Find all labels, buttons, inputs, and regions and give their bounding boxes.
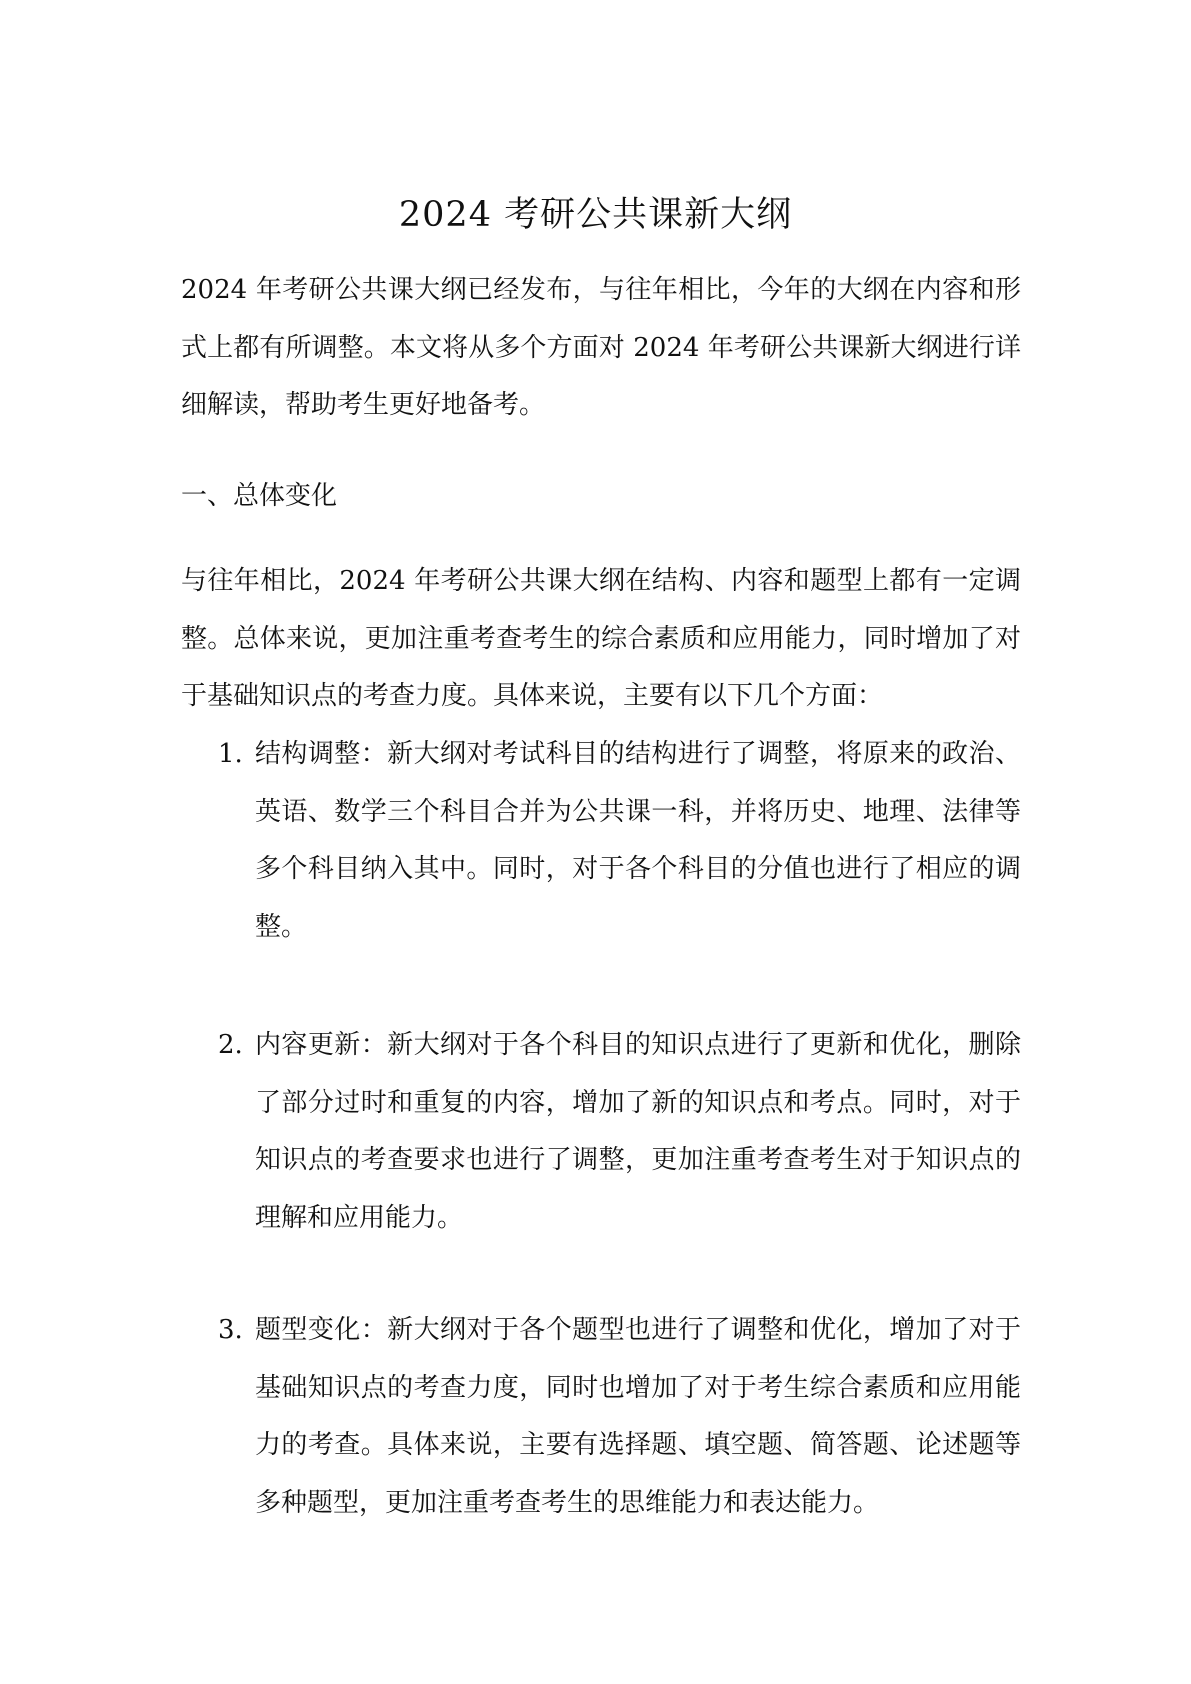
list-item-text: 题型变化：新大纲对于各个题型也进行了调整和优化，增加了对于基础知识点的考查力度，同时也增加了对于考生综合素质和应用能力的考查。具体来说，主要有选择题、填空题、简答题、论述题等多种题型，更加注重考查考生的思维能力和表达能力。 xyxy=(255,1315,1021,1518)
list-item-number: 3. xyxy=(218,1315,243,1345)
list-item xyxy=(181,1302,1021,1532)
list-item-number: 2. xyxy=(218,1030,243,1060)
list-item-text: 内容更新：新大纲对于各个科目的知识点进行了更新和优化，删除了部分过时和重复的内容，增加了新的知识点和考点。同时，对于知识点的考查要求也进行了调整，更加注重考查考生对于知识点的理解和应用能力。 xyxy=(255,1030,1021,1233)
list-item xyxy=(181,726,1021,956)
document-title: 2024 考研公共课新大纲 xyxy=(398,195,793,235)
section-summary-paragraph: 与往年相比，2024 年考研公共课大纲在结构、内容和题型上都有一定调整。总体来说，更加注重考查考生的综合素质和应用能力，同时增加了对于基础知识点的考查力度。具体来说，主要有以下几个方面： xyxy=(181,566,1021,711)
list-item-text: 结构调整：新大纲对考试科目的结构进行了调整，将原来的政治、英语、数学三个科目合并为公共课一科，并将历史、地理、法律等多个科目纳入其中。同时，对于各个科目的分值也进行了相应的调整。 xyxy=(255,739,1021,942)
section-heading: 一、总体变化 xyxy=(181,481,338,511)
list-item-number: 1. xyxy=(218,739,243,769)
intro-paragraph: 2024 年考研公共课大纲已经发布，与往年相比，今年的大纲在内容和形式上都有所调整。本文将从多个方面对 2024 年考研公共课新大纲进行详细解读，帮助考生更好地备考。 xyxy=(181,275,1021,420)
list-item xyxy=(181,1017,1021,1247)
